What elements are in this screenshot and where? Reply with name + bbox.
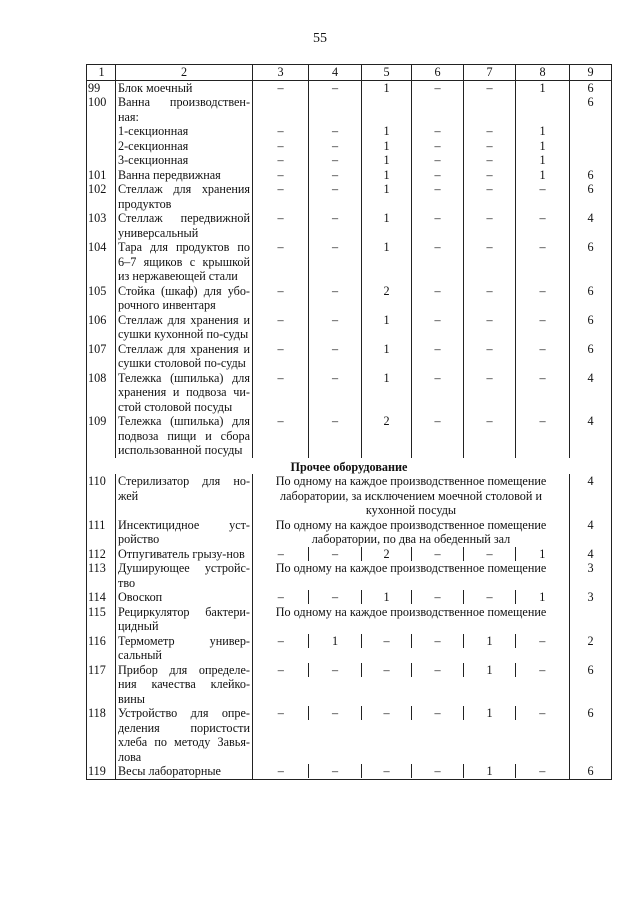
cell-separator-tick (515, 590, 516, 604)
table-cell-total: 6 (570, 313, 612, 342)
table-cell-value: – (253, 371, 309, 415)
table-cell-value: – (412, 153, 464, 168)
table-cell-value: – (309, 139, 362, 154)
table-cell-value: 1 (362, 182, 412, 211)
table-row (87, 590, 612, 605)
table-cell-value: 1 (516, 590, 570, 605)
table-cell-value: – (464, 124, 516, 139)
table-cell-value: – (362, 663, 412, 707)
table-cell-value: – (309, 80, 362, 95)
column-header: 8 (516, 65, 570, 81)
table-cell-value: – (412, 371, 464, 415)
row-number: 101 (87, 168, 116, 183)
table-cell-value: – (309, 342, 362, 371)
table-row (87, 95, 612, 124)
table-cell-value: – (412, 313, 464, 342)
equipment-table (86, 64, 612, 780)
table-cell-value: – (516, 342, 570, 371)
equipment-name: Стерилизатор для но-жей (116, 474, 253, 518)
table-cell-value (412, 95, 464, 124)
table-cell-value: – (309, 414, 362, 458)
table-cell-value: – (464, 168, 516, 183)
equipment-name: Стеллаж для хранения продуктов (116, 182, 253, 211)
row-number: 107 (87, 342, 116, 371)
table-cell-value: 2 (362, 284, 412, 313)
table-cell-value: – (516, 313, 570, 342)
column-header: 1 (87, 65, 116, 81)
table-row (87, 547, 612, 562)
table-cell-value: – (309, 371, 362, 415)
table-cell-value: 1 (516, 124, 570, 139)
table-cell-value: 1 (362, 240, 412, 284)
table-cell-total: 6 (570, 168, 612, 183)
table-cell-value: 2 (362, 547, 412, 562)
table-cell-value: – (412, 139, 464, 154)
row-number: 112 (87, 547, 116, 562)
equipment-name: Ванна производствен-ная: (116, 95, 253, 124)
table-cell-value: – (464, 371, 516, 415)
cell-separator-tick (515, 634, 516, 648)
row-number: 113 (87, 561, 116, 590)
table-row (87, 371, 612, 415)
row-number: 116 (87, 634, 116, 663)
section-header-row (87, 458, 612, 475)
merged-note-cell: По одному на каждое производственное помещение лаборатории, за исключением моечной столовой и кухонной посуды (253, 474, 570, 518)
table-row (87, 153, 612, 168)
table-cell-total (570, 605, 612, 634)
table-cell-value: – (309, 240, 362, 284)
equipment-name: Стеллаж для хранения и сушки столовой по-суды (116, 342, 253, 371)
table-cell-value: – (412, 547, 464, 562)
equipment-name: Весы лабораторные (116, 764, 253, 779)
table-cell-value: – (516, 634, 570, 663)
table-cell-value: 1 (464, 706, 516, 764)
table-row (87, 139, 612, 154)
table-cell-value (362, 95, 412, 124)
table-cell-value: – (309, 182, 362, 211)
table-cell-value: – (464, 153, 516, 168)
table-cell-value: 1 (516, 153, 570, 168)
table-cell-value: – (253, 634, 309, 663)
table-cell-value: – (516, 211, 570, 240)
table-row (87, 124, 612, 139)
table-row (87, 474, 612, 518)
column-header: 3 (253, 65, 309, 81)
table-cell-total: 6 (570, 182, 612, 211)
equipment-name: Инсектицидное уст-ройство (116, 518, 253, 547)
table-cell-value: – (309, 284, 362, 313)
row-number (87, 153, 116, 168)
table-cell-value: – (516, 371, 570, 415)
table-cell-value: – (253, 211, 309, 240)
equipment-name: Термометр универ-сальный (116, 634, 253, 663)
table-cell-value: 1 (464, 634, 516, 663)
table-cell-value: – (253, 342, 309, 371)
table-cell-value: – (309, 313, 362, 342)
table-cell-value: – (253, 414, 309, 458)
page-number: 55 (313, 31, 327, 46)
table-cell-total: 4 (570, 211, 612, 240)
table-row (87, 211, 612, 240)
table-cell-value: 1 (362, 590, 412, 605)
row-number: 106 (87, 313, 116, 342)
table-cell-total (570, 153, 612, 168)
table-cell-value: – (309, 706, 362, 764)
table-cell-total: 4 (570, 371, 612, 415)
equipment-name: Прибор для определе-ния качества клейко-вины (116, 663, 253, 707)
table-cell-value: – (464, 284, 516, 313)
table-cell-total: 3 (570, 561, 612, 590)
merged-note-cell: По одному на каждое производственное помещение (253, 605, 570, 634)
table-cell-value: – (309, 168, 362, 183)
table-cell-value: – (516, 240, 570, 284)
table-row (87, 706, 612, 764)
table-cell-value: – (412, 663, 464, 707)
table-row (87, 561, 612, 590)
table-cell-total (570, 124, 612, 139)
table-cell-value: – (464, 240, 516, 284)
table-cell-value: 1 (362, 139, 412, 154)
table-row (87, 764, 612, 779)
table-cell-value: 1 (362, 124, 412, 139)
table-cell-value: 1 (516, 80, 570, 95)
table-cell-value (464, 95, 516, 124)
table-cell-value: – (412, 634, 464, 663)
table-cell-value: – (516, 414, 570, 458)
table-cell-value: – (362, 764, 412, 779)
table-cell-total: 2 (570, 634, 612, 663)
table-cell-value: – (253, 80, 309, 95)
table-cell-value: – (309, 663, 362, 707)
table-cell-value: – (412, 706, 464, 764)
table-cell-total: 6 (570, 95, 612, 124)
row-number: 109 (87, 414, 116, 458)
table-cell-value: – (412, 342, 464, 371)
table-cell-value: – (516, 284, 570, 313)
equipment-name: Тележка (шпилька) для подвоза пищи и сбора использованной посуды (116, 414, 253, 458)
column-header: 9 (570, 65, 612, 81)
column-header: 7 (464, 65, 516, 81)
equipment-name: Стойка (шкаф) для убо-рочного инвентаря (116, 284, 253, 313)
row-number: 111 (87, 518, 116, 547)
equipment-name: Стеллаж передвижной универсальный (116, 211, 253, 240)
merged-note-cell: По одному на каждое производственное помещение (253, 561, 570, 590)
table-header-row (87, 65, 612, 81)
table-cell-value: – (253, 240, 309, 284)
equipment-name: Рециркулятор бактери-цидный (116, 605, 253, 634)
table-row (87, 240, 612, 284)
equipment-name: Ванна передвижная (116, 168, 253, 183)
table-cell-value: 1 (464, 764, 516, 779)
cell-separator-tick (515, 547, 516, 561)
table-cell-value: – (516, 706, 570, 764)
row-number (87, 139, 116, 154)
table-row (87, 414, 612, 458)
row-number: 108 (87, 371, 116, 415)
table-cell-total: 6 (570, 764, 612, 779)
table-row (87, 313, 612, 342)
table-cell-total: 6 (570, 663, 612, 707)
table-cell-value: – (253, 168, 309, 183)
equipment-name: Тележка (шпилька) для хранения и подвоза чи-стой столовой посуды (116, 371, 253, 415)
table-cell-value: – (309, 124, 362, 139)
table-cell-value: – (253, 706, 309, 764)
table-cell-value: – (412, 284, 464, 313)
table-cell-value: 1 (362, 371, 412, 415)
table-cell-total: 4 (570, 474, 612, 518)
equipment-name: Душирующее устройс-тво (116, 561, 253, 590)
table-body (87, 65, 612, 780)
table-cell-value: – (516, 182, 570, 211)
table-cell-value (253, 95, 309, 124)
row-number: 105 (87, 284, 116, 313)
table-cell-total: 4 (570, 414, 612, 458)
table-row (87, 605, 612, 634)
table-row (87, 284, 612, 313)
table-cell-value: 1 (516, 168, 570, 183)
row-number: 104 (87, 240, 116, 284)
equipment-name: 3-секционная (116, 153, 253, 168)
table-cell-value: – (309, 153, 362, 168)
table-row (87, 663, 612, 707)
table-cell-value: – (309, 764, 362, 779)
row-number: 119 (87, 764, 116, 779)
table-cell-value: 1 (362, 153, 412, 168)
table-cell-total: 6 (570, 240, 612, 284)
table-cell-value: – (412, 764, 464, 779)
row-number: 110 (87, 474, 116, 518)
table-cell-value: 1 (362, 80, 412, 95)
row-number: 118 (87, 706, 116, 764)
cell-separator-tick (515, 764, 516, 778)
table-cell-value: – (362, 634, 412, 663)
table-cell-value: – (309, 590, 362, 605)
table-cell-value: – (253, 764, 309, 779)
equipment-name: 1-секционная (116, 124, 253, 139)
table-cell-value: – (253, 139, 309, 154)
table-cell-value: – (253, 663, 309, 707)
row-number: 99 (87, 80, 116, 95)
table-cell-total: 4 (570, 518, 612, 547)
column-header: 2 (116, 65, 253, 81)
table-cell-value: – (464, 80, 516, 95)
table-cell-total: 6 (570, 706, 612, 764)
section-title: Прочее оборудование (87, 458, 612, 475)
row-number: 103 (87, 211, 116, 240)
table-cell-value: 1 (516, 547, 570, 562)
table-cell-value: – (412, 168, 464, 183)
row-number: 117 (87, 663, 116, 707)
row-number: 114 (87, 590, 116, 605)
table-cell-total: 6 (570, 284, 612, 313)
column-header: 5 (362, 65, 412, 81)
table-cell-value: 1 (362, 342, 412, 371)
row-number: 102 (87, 182, 116, 211)
cell-separator-tick (515, 663, 516, 677)
equipment-name: Стеллаж для хранения и сушки кухонной по-суды (116, 313, 253, 342)
merged-note-cell: По одному на каждое производственное помещение лаборатории, по два на обеденный зал (253, 518, 570, 547)
table-cell-value (516, 95, 570, 124)
table-row (87, 168, 612, 183)
row-number: 115 (87, 605, 116, 634)
table-cell-value: – (464, 313, 516, 342)
table-cell-value: 1 (309, 634, 362, 663)
table-cell-total (570, 139, 612, 154)
equipment-name: Блок моечный (116, 80, 253, 95)
table-row (87, 342, 612, 371)
table-cell-value: – (253, 153, 309, 168)
table-cell-value: 1 (464, 663, 516, 707)
equipment-name: Овоскоп (116, 590, 253, 605)
table-cell-value: – (412, 182, 464, 211)
table-cell-value: – (516, 663, 570, 707)
table-cell-value: 1 (362, 313, 412, 342)
table-cell-value: – (253, 590, 309, 605)
table-cell-value: – (253, 547, 309, 562)
column-header: 6 (412, 65, 464, 81)
table-cell-value: – (253, 284, 309, 313)
table-cell-value: – (362, 706, 412, 764)
equipment-name: Тара для продуктов по 6–7 ящиков с крышкой из нержавеющей стали (116, 240, 253, 284)
equipment-name: Устройство для опре-деления пористости хлеба по методу Завья-лова (116, 706, 253, 764)
table-cell-value: – (412, 414, 464, 458)
table-cell-value: 1 (516, 139, 570, 154)
table-cell-value: – (464, 139, 516, 154)
equipment-name: Отпугиватель грызу-нов (116, 547, 253, 562)
table-cell-value: – (253, 182, 309, 211)
table-cell-value: 1 (362, 168, 412, 183)
table-cell-total: 6 (570, 80, 612, 95)
table-cell-value: – (464, 590, 516, 605)
table-cell-value: – (309, 211, 362, 240)
table-row (87, 518, 612, 547)
table-cell-value: – (253, 313, 309, 342)
table-cell-value: – (309, 547, 362, 562)
table-row (87, 80, 612, 95)
cell-separator-tick (515, 706, 516, 720)
column-header: 4 (309, 65, 362, 81)
table-cell-total: 6 (570, 342, 612, 371)
table-cell-value: – (464, 547, 516, 562)
table-cell-value: 1 (362, 211, 412, 240)
table-cell-value: – (412, 211, 464, 240)
table-cell-value: – (464, 414, 516, 458)
table-cell-value: – (412, 240, 464, 284)
table-cell-value: – (253, 124, 309, 139)
table-cell-value: – (412, 124, 464, 139)
table-cell-value: – (412, 80, 464, 95)
table-cell-value: – (464, 182, 516, 211)
table-cell-value (309, 95, 362, 124)
table-row (87, 182, 612, 211)
table-cell-value: – (412, 590, 464, 605)
row-number (87, 124, 116, 139)
table-cell-value: 2 (362, 414, 412, 458)
equipment-name: 2-секционная (116, 139, 253, 154)
table-cell-value: – (464, 211, 516, 240)
table-cell-value: – (464, 342, 516, 371)
row-number: 100 (87, 95, 116, 124)
table-row (87, 634, 612, 663)
table-cell-value: – (516, 764, 570, 779)
table-cell-total: 4 (570, 547, 612, 562)
table-cell-total: 3 (570, 590, 612, 605)
